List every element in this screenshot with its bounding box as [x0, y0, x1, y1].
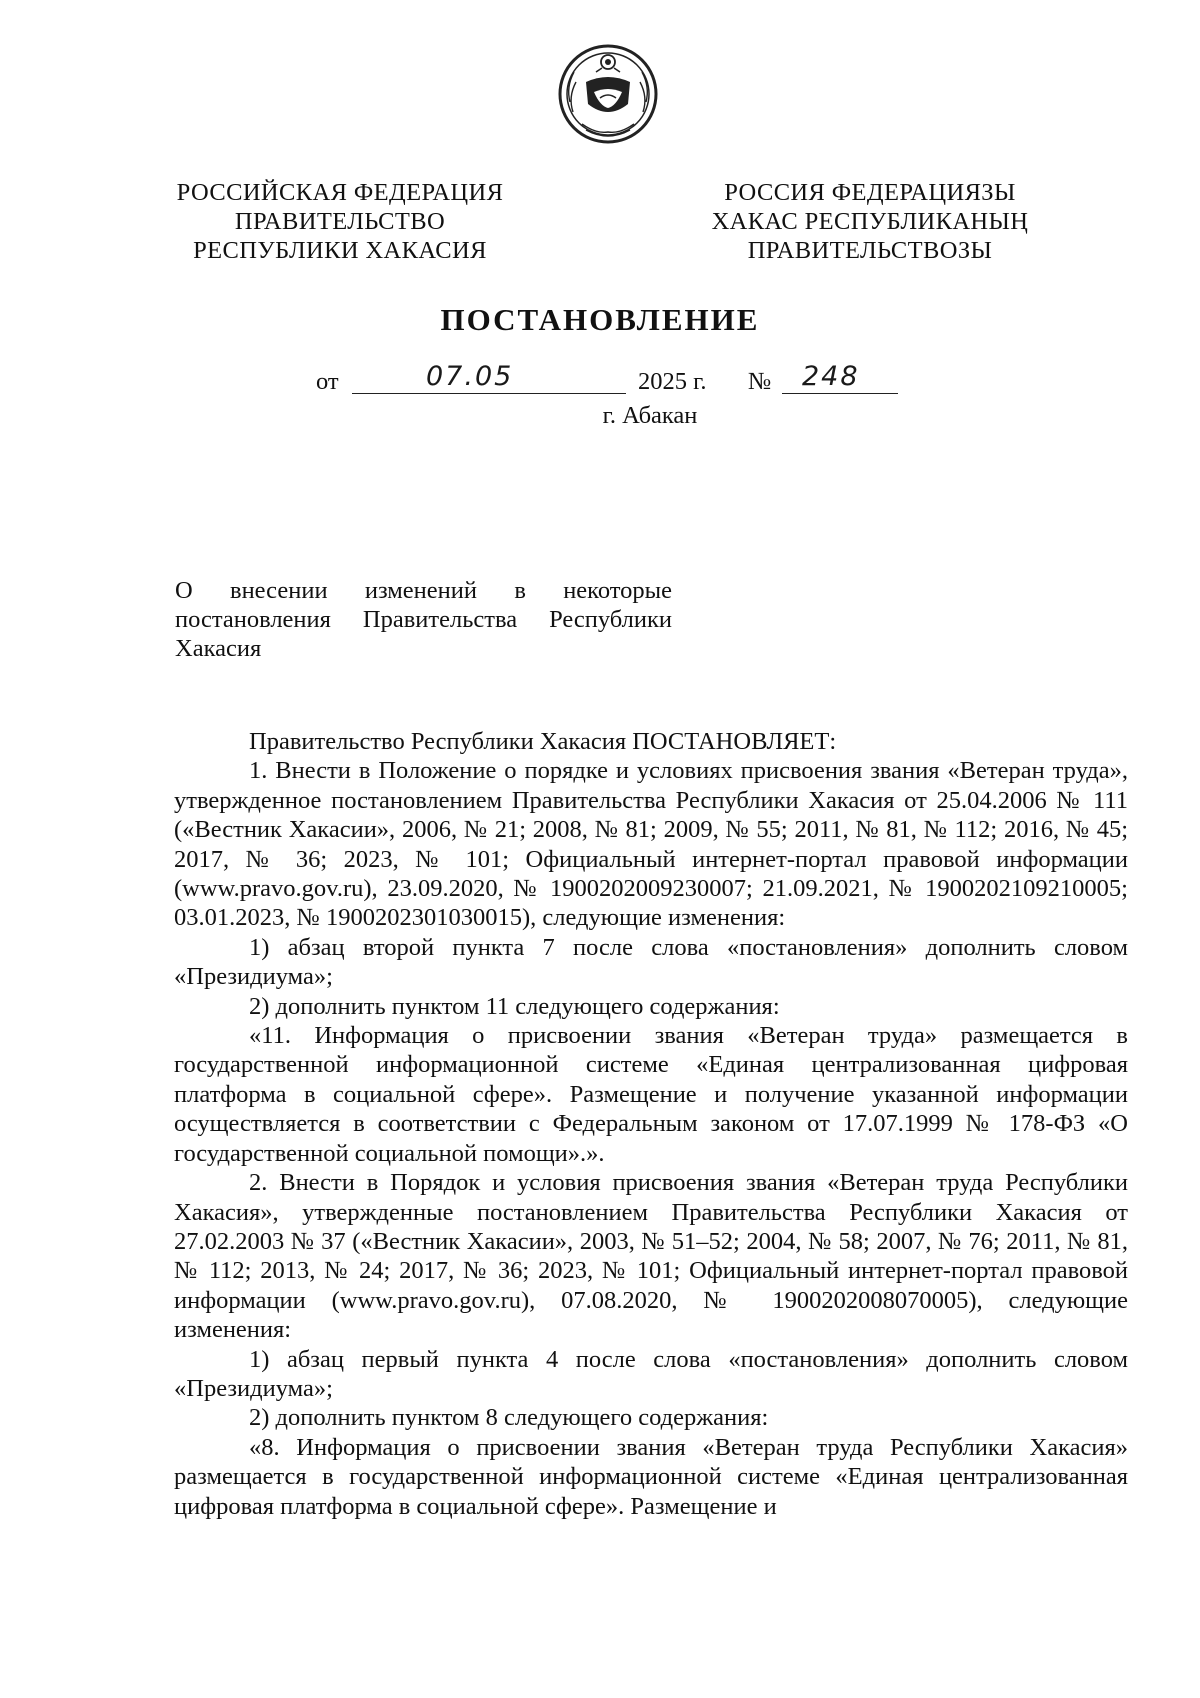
body-paragraph: Правительство Республики Хакасия ПОСТАНОВЛЯЕТ:	[249, 728, 837, 755]
document-city: г. Абакан	[602, 402, 698, 429]
header-right-line: ПРАВИТЕЛЬСТВОЗЫ	[747, 237, 993, 264]
number-sign: №	[748, 368, 772, 395]
document-subject	[175, 576, 672, 663]
header-left	[170, 178, 510, 265]
body-paragraph: «11. Информация о присвоении звания «Ветеран труда» размещается в государственной информационной системе «Единая централизованная цифровая платформа в социальной сфере». Размещение и получение указанной информации осуществляется в соответствии с Федеральным законом от 17.07.1999 № 178-ФЗ «О государственной социальной помощи».».	[174, 1022, 1128, 1167]
subject-line: Хакасия	[175, 635, 262, 662]
header-right-line: ХАКАС РЕСПУБЛИКАНЫҢ	[711, 208, 1029, 235]
body-paragraph: 2) дополнить пунктом 8 следующего содержания:	[249, 1404, 769, 1432]
header-right	[700, 178, 1040, 265]
number-underline	[782, 393, 898, 394]
date-underline	[352, 393, 626, 394]
handwritten-number: 248	[802, 361, 860, 392]
body-paragraph: 1) абзац второй пункта 7 после слова «постановления» дополнить словом «Президиума»;	[174, 933, 1128, 991]
subject-line: О внесении изменений в некоторые	[175, 577, 672, 604]
handwritten-date: 07.05	[426, 361, 514, 392]
body-paragraph: «8. Информация о присвоении звания «Ветеран труда Республики Хакасия» размещается в государственной информационной системе «Единая централизованная цифровая платформа в социальной сфере». Размещение и	[174, 1433, 1128, 1520]
header-right-line: РОССИЯ ФЕДЕРАЦИЯЗЫ	[724, 179, 1016, 206]
subject-line: постановления Правительства Республики	[175, 606, 672, 633]
body-paragraph: 2. Внести в Порядок и условия присвоения звания «Ветеран труда Республики Хакасия», утвержденные постановлением Правительства Республики Хакасия от 27.02.2003 № 37 («Вестник Хакасии», 2003, № 51–52; 2004, № 58; 2007, № 76; 2011, № 81, № 112; 2013, № 24; 2017, № 36; 2023, № 101; Официальный интернет-портал правовой информации (www.pravo.gov.ru), 07.08.2020, № 1900202008070005), следующие изменения:	[174, 1169, 1128, 1344]
date-prefix: от	[316, 368, 339, 395]
header-left-line: РЕСПУБЛИКИ ХАКАСИЯ	[193, 237, 487, 264]
document-year: 2025 г.	[638, 368, 707, 395]
body-paragraph: 1. Внести в Положение о порядке и условиях присвоения звания «Ветеран труда», утвержденное постановлением Правительства Республики Хакасия от 25.04.2006 № 111 («Вестник Хакасии», 2006, № 21; 2008, № 81; 2009, № 55; 2011, № 81, № 112; 2016, № 45; 2017, № 36; 2023, № 101; Официальный интернет-портал правовой информации (www.pravo.gov.ru), 23.09.2020, № 1900202009230007; 21.09.2021, № 1900202109210005; 03.01.2023, № 1900202301030015), следующие изменения:	[174, 757, 1128, 932]
body-paragraph: 2) дополнить пунктом 11 следующего содержания:	[249, 992, 780, 1020]
document-body	[174, 727, 1128, 1521]
header-left-line: ПРАВИТЕЛЬСТВО	[234, 208, 446, 235]
header-left-line: РОССИЙСКАЯ ФЕДЕРАЦИЯ	[176, 179, 504, 206]
khakassia-coat-of-arms-icon	[556, 42, 660, 146]
body-paragraph: 1) абзац первый пункта 4 после слова «постановления» дополнить словом «Президиума»;	[174, 1345, 1128, 1402]
document-title: ПОСТАНОВЛЕНИЕ	[440, 302, 760, 337]
